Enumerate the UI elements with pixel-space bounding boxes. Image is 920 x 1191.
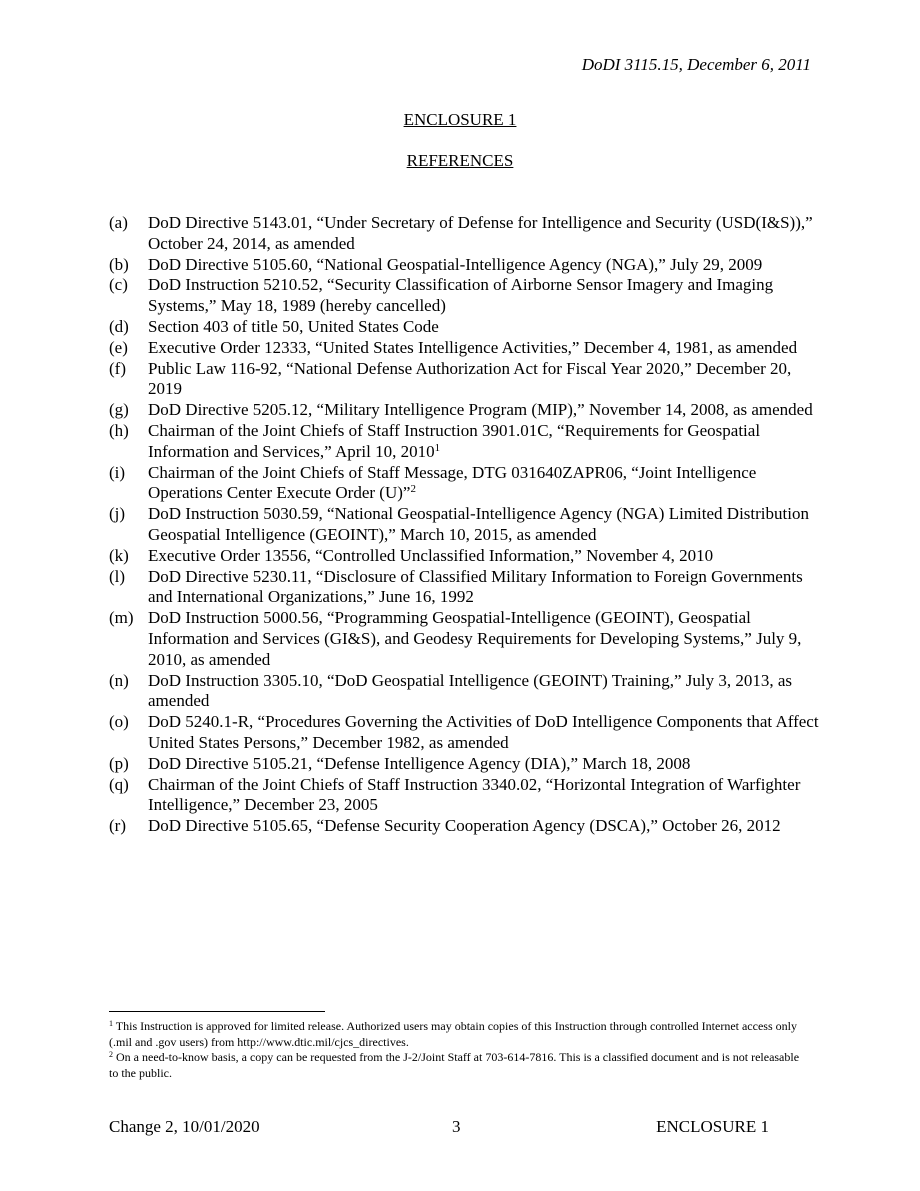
- reference-text: [148, 504, 829, 546]
- reference-label: (h): [109, 420, 129, 440]
- reference-label: (r): [109, 816, 126, 836]
- reference-item: [109, 567, 829, 609]
- reference-citation: Executive Order 12333, “United States Intelligence Activities,” December 4, 1981, as amended: [148, 337, 798, 357]
- reference-citation: DoD Instruction 5030.59, “National Geospatial-Intelligence Agency (NGA) Limited Distribution Geospatial Intelligence (GEOINT),” March 10, 2015, as amended: [148, 504, 809, 544]
- reference-citation: Executive Order 13556, “Controlled Unclassified Information,” November 4, 2010: [148, 545, 714, 565]
- reference-item: [109, 275, 829, 317]
- reference-label: (c): [109, 275, 128, 295]
- reference-text: [148, 671, 829, 713]
- reference-citation: DoD Directive 5105.60, “National Geospatial-Intelligence Agency (NGA),” July 29, 2009: [148, 254, 763, 274]
- reference-text: [148, 338, 829, 359]
- reference-citation: Chairman of the Joint Chiefs of Staff Instruction 3901.01C, “Requirements for Geospatial Information and Services,” April 10, 2010: [148, 420, 761, 461]
- footnotes: [109, 1019, 809, 1081]
- reference-text: [148, 275, 829, 317]
- reference-text: [148, 754, 829, 775]
- reference-item: [109, 213, 829, 255]
- footnote: [109, 1050, 809, 1081]
- reference-item: [109, 338, 829, 359]
- reference-item: [109, 421, 829, 463]
- references-list: [109, 213, 829, 837]
- reference-citation: DoD Directive 5105.65, “Defense Security Cooperation Agency (DSCA),” October 26, 2012: [148, 816, 781, 836]
- reference-label: (j): [109, 504, 126, 524]
- reference-text: [148, 775, 829, 817]
- reference-text: [148, 359, 829, 401]
- reference-label: (q): [109, 774, 129, 794]
- footnote-text: This Instruction is approved for limited release. Authorized users may obtain copies of this Instruction through controlled Internet access only (.mil and .gov users) from http://www.dtic.mil/cjcs_directives.: [109, 1019, 797, 1049]
- reference-citation: DoD Instruction 5000.56, “Programming Geospatial-Intelligence (GEOINT), Geospatial Information and Services (GI&S), and Geodesy Requirements for Developing Systems,” July 9, 2010, as amended: [148, 608, 802, 669]
- reference-label: (a): [109, 213, 128, 232]
- reference-citation: DoD Directive 5205.12, “Military Intelligence Program (MIP),” November 14, 2008, as amended: [148, 400, 813, 420]
- reference-text: [148, 608, 829, 670]
- reference-item: [109, 671, 829, 713]
- reference-label: (l): [109, 566, 126, 586]
- reference-label: (p): [109, 753, 129, 773]
- section-title: [0, 151, 920, 171]
- reference-citation: Public Law 116-92, “National Defense Authorization Act for Fiscal Year 2020,” December 20, 2019: [148, 358, 792, 399]
- reference-text: [148, 816, 829, 837]
- reference-text: [148, 463, 829, 505]
- reference-item: [109, 400, 829, 421]
- reference-label: (b): [109, 254, 129, 274]
- reference-item: [109, 255, 829, 276]
- footnote-mark: 1: [109, 1019, 113, 1028]
- reference-item: [109, 317, 829, 338]
- footer-change: Change 2, 10/01/2020: [109, 1117, 260, 1136]
- reference-item: [109, 359, 829, 401]
- reference-text: [148, 567, 829, 609]
- footer-enclosure: ENCLOSURE 1: [656, 1117, 769, 1136]
- reference-label: (k): [109, 545, 129, 565]
- reference-citation: Chairman of the Joint Chiefs of Staff Message, DTG 031640ZAPR06, “Joint Intelligence Operations Center Execute Order (U)”: [148, 462, 757, 503]
- reference-citation: DoD Instruction 5210.52, “Security Classification of Airborne Sensor Imagery and Imaging Systems,” May 18, 1989 (hereby cancelled): [148, 275, 774, 316]
- reference-text: [148, 421, 829, 463]
- reference-item: [109, 504, 829, 546]
- reference-item: [109, 712, 829, 754]
- reference-item: [109, 816, 829, 837]
- reference-item: [109, 775, 829, 817]
- reference-label: (g): [109, 400, 129, 420]
- footer-page-number: 3: [452, 1117, 461, 1136]
- reference-citation: Section 403 of title 50, United States Code: [148, 316, 439, 336]
- reference-label: (d): [109, 316, 129, 336]
- section-title-text: REFERENCES: [406, 151, 514, 170]
- reference-text: [148, 213, 829, 255]
- reference-citation: DoD 5240.1-R, “Procedures Governing the Activities of DoD Intelligence Components that Affect United States Persons,” December 1982, as amended: [148, 712, 819, 752]
- footnote-divider: [109, 1011, 325, 1012]
- reference-item: [109, 754, 829, 775]
- reference-citation: Chairman of the Joint Chiefs of Staff Instruction 3340.02, “Horizontal Integration of Warfighter Intelligence,” December 23, 2005: [148, 774, 801, 815]
- reference-label: (i): [109, 462, 126, 482]
- footnote-marker: 2: [410, 483, 416, 496]
- reference-text: [148, 255, 829, 276]
- reference-text: [148, 400, 829, 421]
- reference-item: [109, 608, 829, 670]
- reference-text: [148, 317, 829, 338]
- reference-label: (o): [109, 712, 129, 732]
- reference-text: [148, 546, 829, 567]
- footnote: [109, 1019, 809, 1050]
- enclosure-title-text: ENCLOSURE 1: [403, 110, 517, 129]
- footnote-text: On a need-to-know basis, a copy can be requested from the J-2/Joint Staff at 703-614-7816. This is a classified document and is not releasable to the public.: [109, 1050, 800, 1080]
- reference-label: (m): [109, 608, 134, 628]
- reference-text: [148, 712, 829, 754]
- running-header: DoDI 3115.15, December 6, 2011: [581, 55, 811, 74]
- footnote-mark: 2: [109, 1050, 113, 1059]
- enclosure-title: [0, 110, 920, 130]
- reference-citation: DoD Instruction 3305.10, “DoD Geospatial Intelligence (GEOINT) Training,” July 3, 2013, as amended: [148, 670, 792, 711]
- reference-label: (f): [109, 358, 126, 378]
- reference-label: (e): [109, 337, 128, 357]
- reference-citation: DoD Directive 5230.11, “Disclosure of Classified Military Information to Foreign Governments and International Organizations,” June 16, 1992: [148, 566, 803, 607]
- reference-citation: DoD Directive 5143.01, “Under Secretary of Defense for Intelligence and Security (USD(I&S)),” October 24, 2014, as amended: [148, 213, 813, 253]
- reference-citation: DoD Directive 5105.21, “Defense Intelligence Agency (DIA),” March 18, 2008: [148, 753, 691, 773]
- footnote-marker: 1: [434, 441, 441, 454]
- reference-item: [109, 546, 829, 567]
- reference-label: (n): [109, 670, 129, 690]
- reference-item: [109, 463, 829, 505]
